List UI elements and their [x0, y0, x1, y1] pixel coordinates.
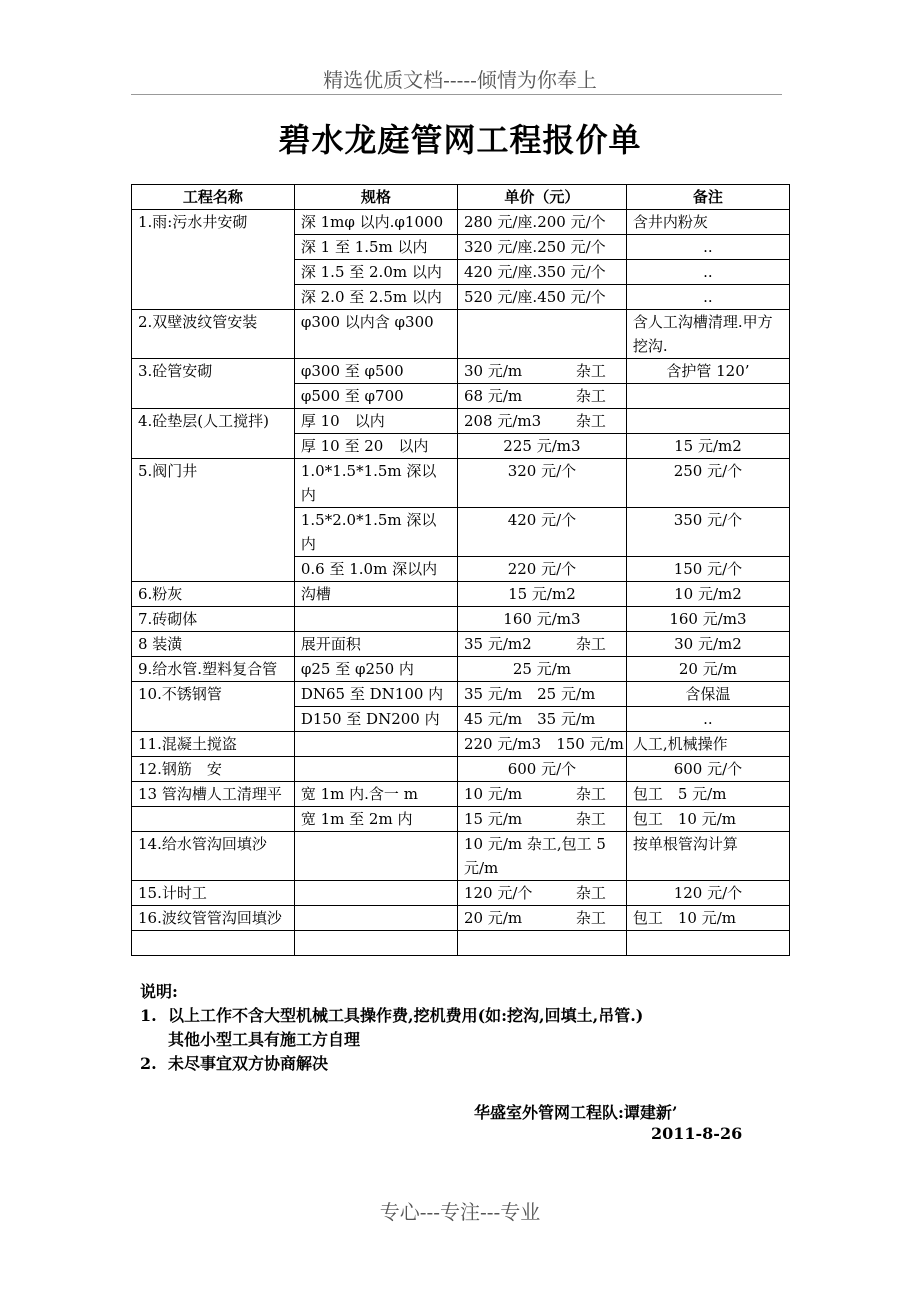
item-note: [626, 409, 789, 434]
item-spec: 深 1mφ 以内.φ1000: [294, 210, 457, 235]
price-labor: 杂工: [575, 884, 606, 902]
item-name: 9.给水管.塑料复合管: [132, 657, 295, 682]
item-name: 6.粉灰: [132, 582, 295, 607]
column-header: 工程名称: [132, 185, 295, 210]
item-note: 30 元/m2: [626, 632, 789, 657]
item-note: ..: [626, 285, 789, 310]
item-name: 13 管沟槽人工清理平: [132, 782, 295, 807]
item-spec: φ500 至 φ700: [294, 384, 457, 409]
price-value: 35 元/m2: [463, 635, 532, 653]
item-spec: 1.5*2.0*1.5m 深以内: [294, 508, 457, 557]
price-labor: 杂工: [575, 810, 606, 828]
item-price: 160 元/m3: [457, 607, 626, 632]
item-spec: [294, 832, 457, 881]
item-note: 350 元/个: [626, 508, 789, 557]
item-note: 含人工沟槽清理.甲方挖沟.: [626, 310, 789, 359]
item-note: ..: [626, 235, 789, 260]
item-price: 225 元/m3: [457, 434, 626, 459]
item-note: [626, 384, 789, 409]
item-price: 35 元/m 25 元/m: [457, 682, 626, 707]
note-text-continued: 其他小型工具有施工方自理: [168, 1030, 361, 1049]
item-spec: 1.0*1.5*1.5m 深以内: [294, 459, 457, 508]
item-spec: [294, 607, 457, 632]
item-note: 人工,机械操作: [626, 732, 789, 757]
table-row: [132, 881, 790, 906]
item-note: 15 元/m2: [626, 434, 789, 459]
item-price: 45 元/m 35 元/m: [457, 707, 626, 732]
item-price: 420 元/个: [457, 508, 626, 557]
item-note: 包工 10 元/m: [626, 807, 789, 832]
table-row: [132, 409, 790, 434]
item-note: 含井内粉灰: [626, 210, 789, 235]
item-price: [457, 782, 626, 807]
item-price: 280 元/座.200 元/个: [457, 210, 626, 235]
item-price: 520 元/座.450 元/个: [457, 285, 626, 310]
table-row: [132, 757, 790, 782]
item-note: 120 元/个: [626, 881, 789, 906]
item-spec: 展开面积: [294, 632, 457, 657]
item-price: [457, 807, 626, 832]
table-row: [132, 782, 790, 807]
table-header-row: [132, 185, 790, 210]
item-name: [132, 807, 295, 832]
item-price: 25 元/m: [457, 657, 626, 682]
item-note: 600 元/个: [626, 757, 789, 782]
item-name: 3.砼管安砌: [132, 359, 295, 409]
table-row: [132, 310, 790, 359]
document-title: 碧水龙庭管网工程报价单: [278, 121, 642, 159]
item-price: [457, 409, 626, 434]
price-value: 15 元/m: [463, 810, 523, 828]
item-spec: φ25 至 φ250 内: [294, 657, 457, 682]
signature: 华盛室外管网工程队:谭建新’: [474, 1103, 678, 1122]
table-row: [132, 582, 790, 607]
item-spec: [294, 732, 457, 757]
price-labor: 杂工: [575, 785, 606, 803]
item-note: 250 元/个: [626, 459, 789, 508]
item-spec: 深 1 至 1.5m 以内: [294, 235, 457, 260]
item-spec: 宽 1m 内.含一 m: [294, 782, 457, 807]
item-spec: 深 2.0 至 2.5m 以内: [294, 285, 457, 310]
item-note: 包工 10 元/m: [626, 906, 789, 931]
column-header: 备注: [626, 185, 789, 210]
item-price: [457, 310, 626, 359]
item-price: 320 元/座.250 元/个: [457, 235, 626, 260]
item-spec: 0.6 至 1.0m 深以内: [294, 557, 457, 582]
price-labor: 杂工: [575, 412, 606, 430]
item-note: 10 元/m2: [626, 582, 789, 607]
item-spec: 厚 10 以内: [294, 409, 457, 434]
table-row: [132, 807, 790, 832]
quote-table: [131, 184, 790, 956]
item-name: 1.雨:污水井安砌: [132, 210, 295, 310]
note-item: [140, 1052, 643, 1076]
note-number: 1.: [140, 1006, 157, 1025]
item-price: 15 元/m2: [457, 582, 626, 607]
note-text: 以上工作不含大型机械工具操作费,挖机费用(如:挖沟,回填土,吊管.): [168, 1006, 644, 1025]
item-spec: D150 至 DN200 内: [294, 707, 457, 732]
item-name: 16.波纹管管沟回填沙: [132, 906, 295, 931]
price-value: 10 元/m: [463, 785, 523, 803]
item-name: 14.给水管沟回填沙: [132, 832, 295, 881]
item-note: 含保温: [626, 682, 789, 707]
item-price: [457, 359, 626, 384]
item-price: [457, 906, 626, 931]
item-spec: 宽 1m 至 2m 内: [294, 807, 457, 832]
item-note: 150 元/个: [626, 557, 789, 582]
item-spec: 沟槽: [294, 582, 457, 607]
price-value: 20 元/m: [463, 909, 523, 927]
table-row: [132, 832, 790, 881]
price-labor: 杂工: [575, 387, 606, 405]
item-name: 10.不锈钢管: [132, 682, 295, 732]
item-price: 320 元/个: [457, 459, 626, 508]
column-header: 单价（元）: [457, 185, 626, 210]
item-spec: 厚 10 至 20 以内: [294, 434, 457, 459]
table-row: [132, 682, 790, 707]
item-price: [457, 881, 626, 906]
item-note: 含护管 120’: [626, 359, 789, 384]
item-spec: 深 1.5 至 2.0m 以内: [294, 260, 457, 285]
notes-section: [140, 980, 643, 1076]
item-note: 包工 5 元/m: [626, 782, 789, 807]
price-value: 30 元/m: [463, 362, 523, 380]
item-spec: [294, 906, 457, 931]
item-price: 600 元/个: [457, 757, 626, 782]
signature-date: 2011-8-26: [651, 1124, 743, 1143]
item-name: 15.计时工: [132, 881, 295, 906]
item-price: 10 元/m 杂工,包工 5 元/m: [457, 832, 626, 881]
item-name: 2.双壁波纹管安装: [132, 310, 295, 359]
item-price: 420 元/座.350 元/个: [457, 260, 626, 285]
price-value: 68 元/m: [463, 387, 523, 405]
table-row: [132, 607, 790, 632]
page-header: 精选优质文档-----倾情为你奉上: [323, 68, 597, 92]
table-row: [132, 732, 790, 757]
item-note: 160 元/m3: [626, 607, 789, 632]
item-name: 5.阀门井: [132, 459, 295, 582]
item-note: ..: [626, 260, 789, 285]
price-value: 120 元/个: [463, 884, 533, 902]
item-spec: DN65 至 DN100 内: [294, 682, 457, 707]
table-row: [132, 210, 790, 235]
item-note: 按单根管沟计算: [626, 832, 789, 881]
item-note: 20 元/m: [626, 657, 789, 682]
item-price: 220 元/个: [457, 557, 626, 582]
column-header: 规格: [294, 185, 457, 210]
header-divider: [131, 94, 782, 95]
item-price: [457, 632, 626, 657]
item-name: 7.砖砌体: [132, 607, 295, 632]
item-price: [457, 384, 626, 409]
price-labor: 杂工: [575, 635, 606, 653]
item-spec: φ300 至 φ500: [294, 359, 457, 384]
table-row: [132, 906, 790, 931]
item-name: 8 装潢: [132, 632, 295, 657]
notes-heading: 说明:: [140, 982, 178, 1001]
item-note: ..: [626, 707, 789, 732]
page-footer: 专心---专注---专业: [379, 1200, 541, 1224]
note-item: [140, 1004, 643, 1028]
note-text: 未尽事宜双方协商解决: [168, 1054, 329, 1073]
table-row: [132, 359, 790, 384]
item-price: 220 元/m3 150 元/m: [457, 732, 626, 757]
table-row: [132, 459, 790, 508]
item-name: 12.钢筋 安: [132, 757, 295, 782]
price-labor: 杂工: [575, 362, 606, 380]
item-spec: [294, 881, 457, 906]
price-labor: 杂工: [575, 909, 606, 927]
price-value: 208 元/m3: [463, 412, 542, 430]
item-name: 4.砼垫层(人工搅拌): [132, 409, 295, 459]
note-number: 2.: [140, 1054, 157, 1073]
item-spec: φ300 以内含 φ300: [294, 310, 457, 359]
table-row: [132, 632, 790, 657]
table-row-empty: [132, 931, 790, 956]
item-name: 11.混凝土搅盗: [132, 732, 295, 757]
item-spec: [294, 757, 457, 782]
table-row: [132, 657, 790, 682]
